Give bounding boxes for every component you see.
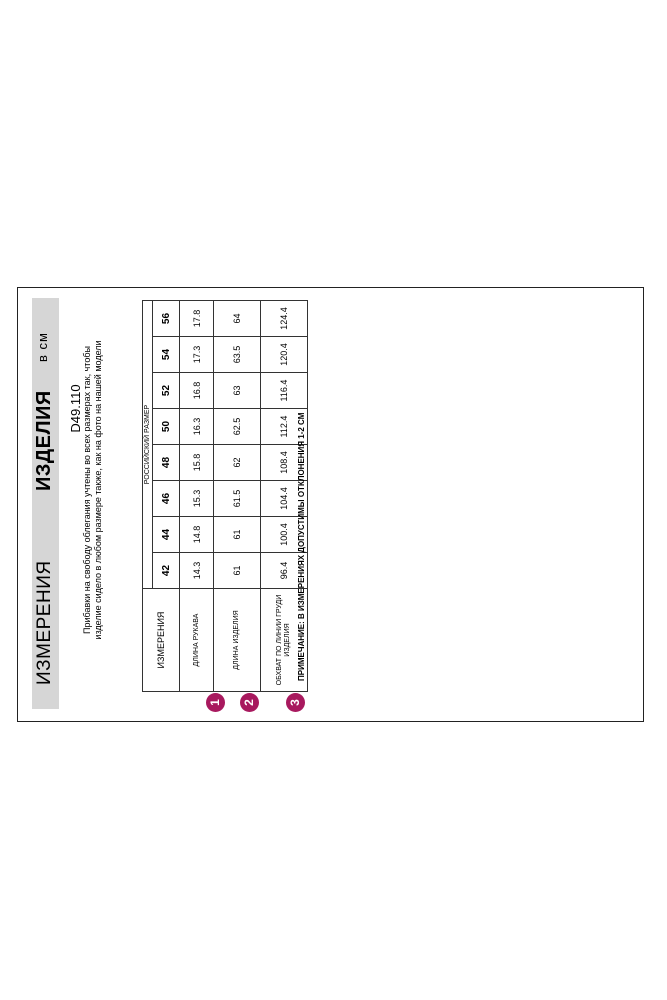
table-cell: 17.8 xyxy=(180,301,214,337)
table-cell: 104.4 xyxy=(261,481,308,517)
size-header: 46 xyxy=(153,481,180,517)
measurement-sheet xyxy=(18,288,451,913)
title-garment: ИЗДЕЛИЯ xyxy=(33,390,55,491)
table-cell: 108.4 xyxy=(261,445,308,481)
table-cell: 124.4 xyxy=(261,301,308,337)
table-cell: 112.4 xyxy=(261,409,308,445)
row-number-badge-3: 3 xyxy=(286,693,305,712)
size-header: 54 xyxy=(153,337,180,373)
table-cell: 64 xyxy=(214,301,261,337)
table-row xyxy=(180,301,214,692)
tolerance-note: ПРИМЕЧАНИЕ: В ИЗМЕРЕНИЯХ ДОПУСТИМЫ ОТКЛОНЕНИЯ 1-2 СМ xyxy=(297,412,306,681)
table-cell: 62.5 xyxy=(214,409,261,445)
table-cell: 100.4 xyxy=(261,517,308,553)
table-cell: 63.5 xyxy=(214,337,261,373)
table-row xyxy=(214,301,261,692)
table-cell: 61 xyxy=(214,553,261,589)
table-cell: 62 xyxy=(214,445,261,481)
size-table xyxy=(142,300,308,692)
table-cell: 96.4 xyxy=(261,553,308,589)
table-cell: 120.4 xyxy=(261,337,308,373)
size-header: 50 xyxy=(153,409,180,445)
table-cell: 14.8 xyxy=(180,517,214,553)
row-label-garment-length: ДЛИНА ИЗДЕЛИЯ xyxy=(214,589,261,692)
size-header: 48 xyxy=(153,445,180,481)
fit-description: Прибавки на свободу облегания учтены во всех размерах так, чтобы изделие сидело в любом размере также, как на фото на нашей модели xyxy=(82,340,103,640)
table-cell: 14.3 xyxy=(180,553,214,589)
row-number-badge-2: 2 xyxy=(240,693,259,712)
table-cell: 15.3 xyxy=(180,481,214,517)
table-header-measurements: ИЗМЕРЕНИЯ xyxy=(143,589,180,692)
size-header: 56 xyxy=(153,301,180,337)
table-cell: 116.4 xyxy=(261,373,308,409)
row-label-sleeve-length: ДЛИНА РУКАВА xyxy=(180,589,214,692)
table-cell: 16.8 xyxy=(180,373,214,409)
row-number-badge-1: 1 xyxy=(206,693,225,712)
units-label: в см xyxy=(35,332,50,362)
model-code: D49.110 xyxy=(68,384,83,433)
row-label-chest-girth: ОБХВАТ ПО ЛИНИИ ГРУДИ ИЗДЕЛИЯ xyxy=(261,589,308,692)
size-header: 44 xyxy=(153,517,180,553)
size-header: 52 xyxy=(153,373,180,409)
table-cell: 63 xyxy=(214,373,261,409)
table-header-russian-size: РОССИЙСКИЙ РАЗМЕР xyxy=(143,301,153,589)
table-cell: 16.3 xyxy=(180,409,214,445)
table-cell: 61 xyxy=(214,517,261,553)
size-header: 42 xyxy=(153,553,180,589)
title-measurements: ИЗМЕРЕНИЯ xyxy=(34,560,55,685)
table-cell: 17.3 xyxy=(180,337,214,373)
table-cell: 61.5 xyxy=(214,481,261,517)
table-cell: 15.8 xyxy=(180,445,214,481)
